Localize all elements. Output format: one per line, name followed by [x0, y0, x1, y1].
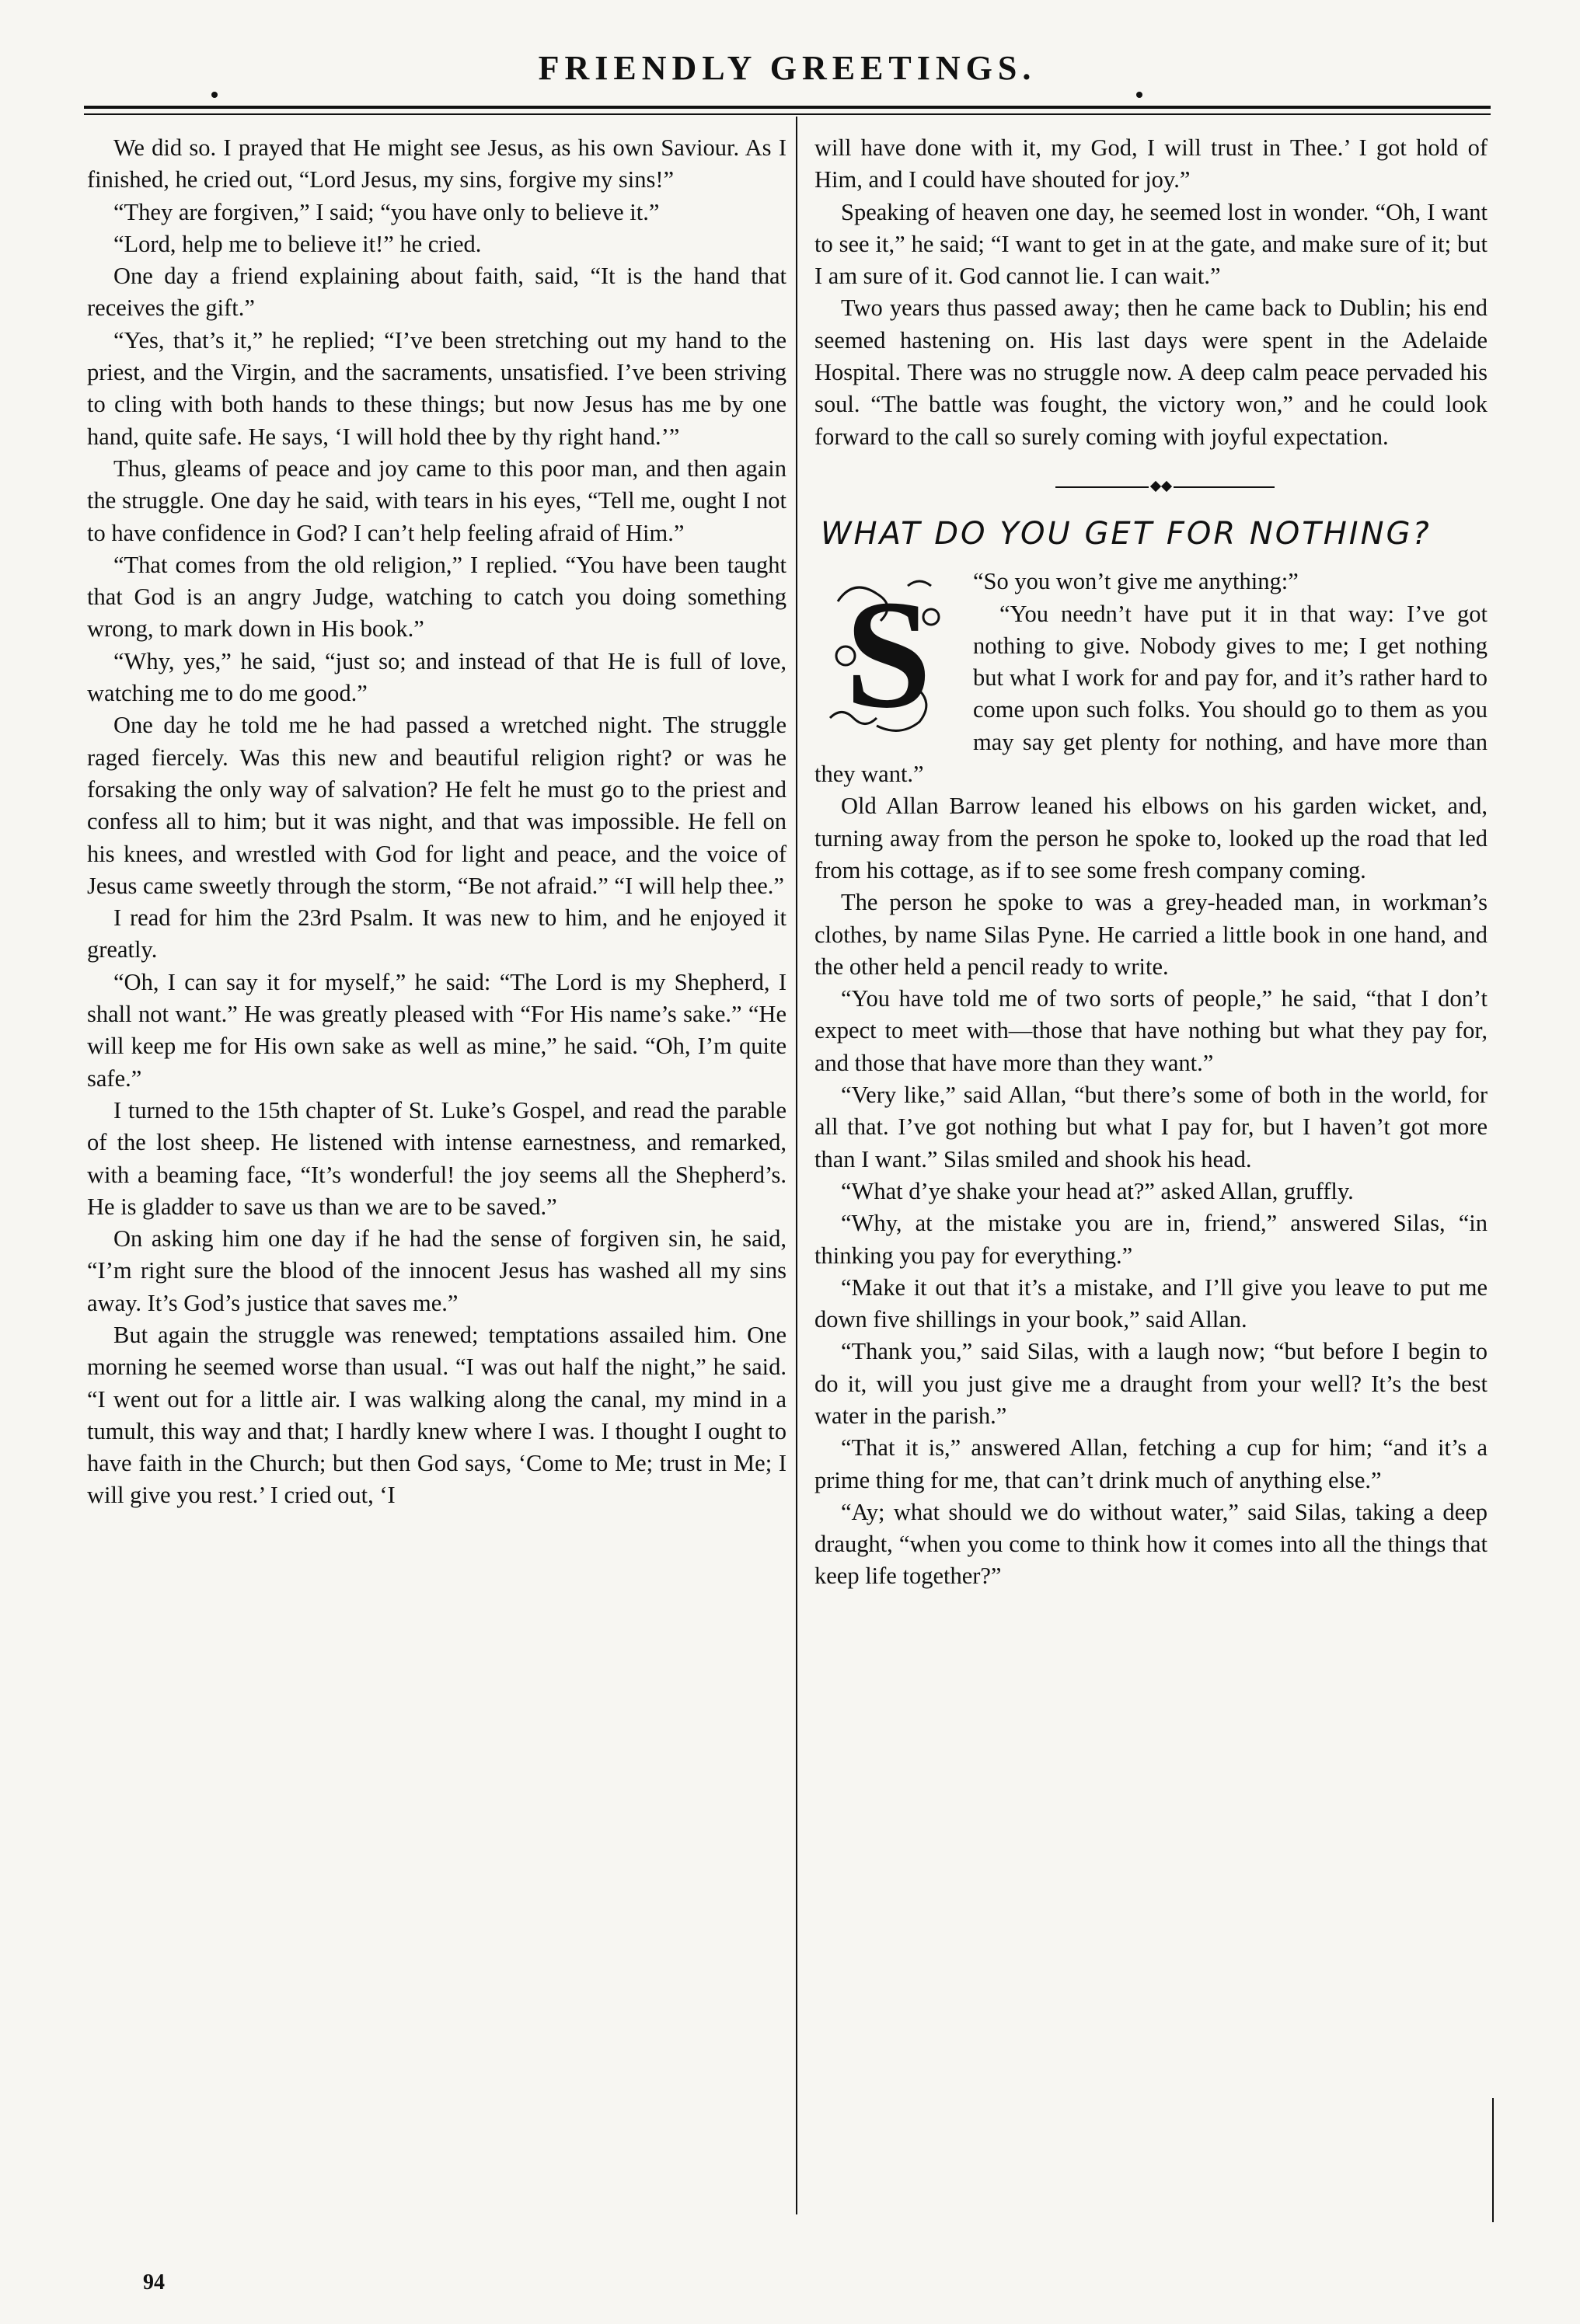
paragraph: One day a friend explaining about faith, said, “It is the hand that receives the gift.” [87, 263, 787, 322]
paragraph: “You have told me of two sorts of people,” he said, “that I don’t expect to meet with—those that have nothing but what they pay for, and those that have more than they want.” [814, 985, 1488, 1076]
paragraph: “You needn’t have put it in that way: I’ve got nothing to give. Nobody gives to me; I get nothing but what I work for and pay for, and it’s rather hard to come upon such folks. You should go to them as you may say get plenty for nothing, and have more than they want.” [814, 600, 1488, 788]
header-rule-thick [84, 106, 1491, 109]
article-opening-line: “So you won’t give me anything:” [973, 568, 1299, 595]
paragraph: “Yes, that’s it,” he replied; “I’ve been stretching out my hand to the priest, and the Virgin, and the sacraments, unsatisfied. I’ve been striving to cling with both hands to these things; but now Jesus has me by one hand, quite safe. He says, ‘I will hold thee by thy right hand.’” [87, 326, 787, 450]
paragraph: “Lord, help me to believe it!” he cried. [113, 230, 482, 257]
page-header-title: FRIENDLY GREETINGS. [538, 49, 1037, 87]
paragraph: Old Allan Barrow leaned his elbows on his garden wicket, and, turning away from the person he spoke to, looked up the road that led from his cottage, as if to see some fresh company coming. [814, 793, 1488, 883]
paragraph: The person he spoke to was a grey-headed man, in workman’s clothes, by name Silas Pyne. He carried a little book in one hand, and the other held a pencil ready to write. [814, 889, 1488, 980]
header-ornament-dot [1136, 92, 1142, 98]
paragraph: “What d’ye shake your head at?” asked Allan, gruffly. [841, 1177, 1354, 1204]
paragraph: “They are forgiven,” I said; “you have only to believe it.” [113, 198, 660, 225]
article-title: WHAT DO YOU GET FOR NOTHING? [821, 515, 1432, 552]
page-edge-line [1492, 2098, 1494, 2222]
article-body [814, 566, 1488, 1593]
article-paragraphs [814, 598, 1488, 1593]
page-number: 94 [143, 2270, 165, 2294]
paragraph: Two years thus passed away; then he came back to Dublin; his end seemed hastening on. His last days were spent in the Adelaide Hospital. There was no struggle now. A deep calm peace pervaded his soul. “The battle was fought, the victory won,” and he could look forward to the call so surely coming with joyful expectation. [814, 294, 1488, 450]
paragraph: “Ay; what should we do without water,” said Silas, taking a deep draught, “when you come to think how it comes into all the things that keep life together?” [814, 1498, 1488, 1590]
paragraph: “Very like,” said Allan, “but there’s some of both in the world, for all that. I’ve got nothing but what I pay for, but I haven’t got more than I want.” Silas smiled and shook his head. [814, 1082, 1488, 1172]
paragraph: “Make it out that it’s a mistake, and I’ll give you leave to put me down five shillings in your book,” said Allan. [814, 1273, 1488, 1333]
paragraph: One day he told me he had passed a wretched night. The struggle raged fiercely. Was this new and beautiful religion right? or was he forsaking the only way of salvation? He felt he must go to the priest and confess all to him; but it was night, and that was impossible. He fell on his knees, and wrestled with God for light and peace, and the voice of Jesus came sweetly through the storm, “Be not afraid.” “I will help thee.” [87, 712, 787, 899]
column-divider [796, 117, 797, 2214]
right-column [814, 132, 1488, 1593]
paragraph: “Thank you,” said Silas, with a laugh now; “but before I begin to do it, will you just give me a draught from your well? It’s the best water in the parish.” [814, 1338, 1488, 1429]
paragraph: “That it is,” answered Allan, fetching a cup for him; “and it’s a prime thing for me, that can’t drink much of anything else.” [814, 1434, 1488, 1493]
paragraph: I turned to the 15th chapter of St. Luke’s Gospel, and read the parable of the lost sheep. He listened with intense earnestness, and remarked, with a beaming face, “It’s wonderful! the joy seems all the Shepherd’s. He is gladder to save us than we are to be saved.” [87, 1096, 787, 1220]
paragraph: Speaking of heaven one day, he seemed lost in wonder. “Oh, I want to see it,” he said; “I want to get in at the gate, and make sure of it; but I am sure of it. God cannot lie. I can wait.” [814, 198, 1488, 290]
paragraph: We did so. I prayed that He might see Jesus, as his own Saviour. As I finished, he cried out, “Lord Jesus, my sins, forgive my sins!” [87, 134, 787, 193]
svg-text:S: S [845, 570, 932, 734]
story-continuation [814, 132, 1488, 453]
paragraph: Thus, gleams of peace and joy came to this poor man, and then again the struggle. One day he said, with tears in his eyes, “Tell me, ought I not to have confidence in God? I can’t help feeling afraid of Him.” [87, 455, 787, 546]
paragraph: “Oh, I can say it for myself,” he said: “The Lord is my Shepherd, I shall not want.” He was greatly pleased with “For His name’s sake.” “He will keep me for His own sake as well as mine,” he said. “Oh, I’m quite safe.” [87, 968, 787, 1092]
section-ornament [814, 479, 1488, 495]
paragraph: “That comes from the old religion,” I replied. “You have been taught that God is an angry Judge, watching to catch you doing something wrong, to mark down in His book.” [87, 551, 787, 643]
paragraph: I read for him the 23rd Psalm. It was new to him, and he enjoyed it greatly. [87, 904, 787, 963]
left-column [87, 132, 787, 1512]
header-ornament-dot [211, 92, 218, 98]
header-rule-thin [84, 113, 1491, 115]
ornamental-dropcap-icon [814, 570, 962, 733]
paragraph: But again the struggle was renewed; temptations assailed him. One morning he seemed worse than usual. “I was out half the night,” he said. “I went out for a little air. I was walking along the canal, my mind in a tumult, this way and that; I hardly knew where I was. I thought I ought to have faith in the Church; but then God says, ‘Come to Me; trust in Me; I will give you rest.’ I cried out, ‘I [87, 1321, 787, 1509]
paragraph: “Why, yes,” he said, “just so; and instead of that He is full of love, watching me to do me good.” [87, 647, 787, 707]
paragraph: On asking him one day if he had the sense of forgiven sin, he said, “I’m right sure the blood of the innocent Jesus has washed all my sins away. It’s God’s justice that saves me.” [87, 1225, 787, 1316]
paragraph: will have done with it, my God, I will trust in Thee.’ I got hold of Him, and I could have shouted for joy.” [814, 134, 1488, 193]
paragraph: “Why, at the mistake you are in, friend,” answered Silas, “in thinking you pay for everything.” [814, 1210, 1488, 1269]
